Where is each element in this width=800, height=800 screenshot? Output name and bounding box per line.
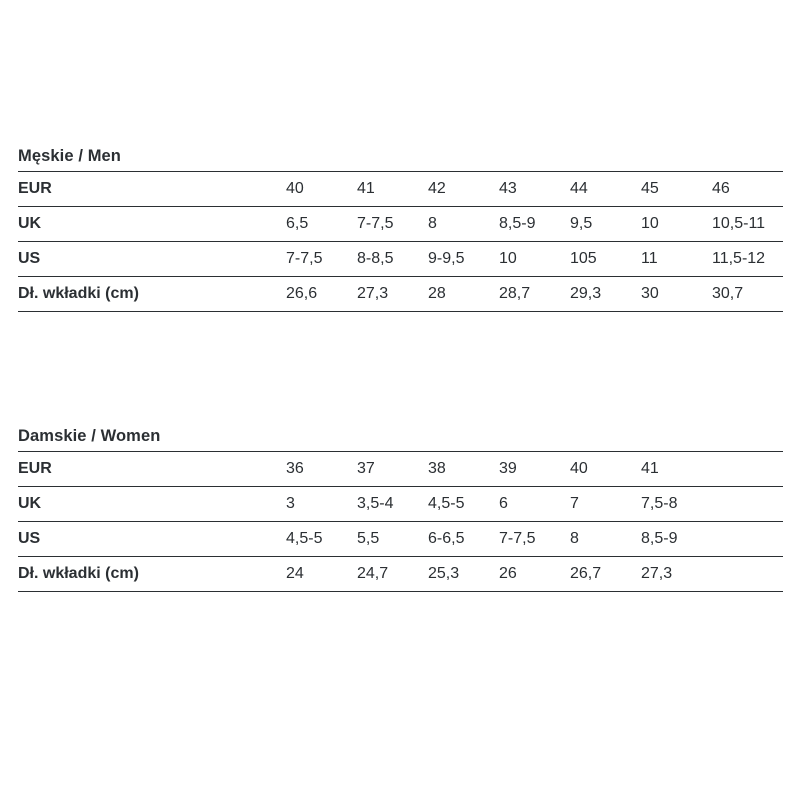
table-cell: 36 (286, 460, 304, 477)
table-cell: 105 (570, 250, 597, 267)
row-label: Dł. wkładki (cm) (18, 285, 139, 302)
row-label: UK (18, 215, 42, 232)
table-cell: 6 (499, 495, 508, 512)
table-cell: 7 (570, 495, 579, 512)
table-cell: 24,7 (357, 565, 389, 582)
table-cell: 40 (286, 180, 304, 197)
table-cell: 3 (286, 495, 295, 512)
table-row (18, 172, 783, 207)
table-cell: 9,5 (570, 215, 593, 232)
table-cell: 26 (499, 565, 517, 582)
table-cell: 27,3 (357, 285, 389, 302)
table-cell: 7-7,5 (286, 250, 323, 267)
table-cell: 41 (357, 180, 375, 197)
table-cell: 8 (570, 530, 579, 547)
row-label: US (18, 530, 41, 547)
table-cell: 29,3 (570, 285, 602, 302)
table-cell: 45 (641, 180, 659, 197)
size-table-women-title: Damskie / Women (18, 427, 161, 445)
table-cell: 27,3 (641, 565, 673, 582)
table-cell: 28 (428, 285, 446, 302)
table-cell: 4,5-5 (428, 495, 465, 512)
table-cell: 39 (499, 460, 517, 477)
table-cell: 7-7,5 (499, 530, 536, 547)
table-cell: 8 (428, 215, 437, 232)
table-cell: 7,5-8 (641, 495, 678, 512)
row-label: EUR (18, 180, 52, 197)
table-cell: 10 (499, 250, 517, 267)
table-cell: 11 (641, 250, 658, 267)
table-cell: 6,5 (286, 215, 309, 232)
row-label: EUR (18, 460, 52, 477)
table-cell: 8,5-9 (641, 530, 678, 547)
table-cell: 24 (286, 565, 304, 582)
table-cell: 37 (357, 460, 375, 477)
size-table-women (18, 426, 782, 592)
table-cell: 30 (641, 285, 659, 302)
table-row (18, 242, 783, 277)
size-table-men-title: Męskie / Men (18, 147, 121, 165)
table-cell: 30,7 (712, 285, 744, 302)
table-cell: 44 (570, 180, 588, 197)
table-row (18, 452, 783, 487)
table-row (18, 487, 783, 522)
table-row (18, 207, 783, 242)
table-cell: 42 (428, 180, 446, 197)
table-cell: 10 (641, 215, 659, 232)
table-cell: 8-8,5 (357, 250, 394, 267)
size-table-men (18, 146, 782, 312)
table-cell: 40 (570, 460, 588, 477)
table-cell: 6-6,5 (428, 530, 465, 547)
row-label: US (18, 250, 41, 267)
table-cell (712, 557, 783, 592)
row-label: UK (18, 495, 42, 512)
size-table-women-grid (18, 451, 783, 592)
size-table-men-grid (18, 171, 783, 312)
table-cell: 41 (641, 460, 659, 477)
table-row (18, 557, 783, 592)
table-cell (712, 452, 783, 487)
table-cell: 10,5-11 (712, 215, 766, 232)
table-cell: 4,5-5 (286, 530, 323, 547)
table-cell: 25,3 (428, 565, 460, 582)
table-cell: 11,5-12 (712, 250, 766, 267)
table-cell (712, 522, 783, 557)
table-cell: 46 (712, 180, 730, 197)
table-cell: 26,6 (286, 285, 318, 302)
table-cell: 28,7 (499, 285, 531, 302)
table-cell: 9-9,5 (428, 250, 465, 267)
table-cell: 8,5-9 (499, 215, 536, 232)
table-cell: 7-7,5 (357, 215, 394, 232)
table-cell: 38 (428, 460, 446, 477)
table-cell: 5,5 (357, 530, 380, 547)
table-cell: 43 (499, 180, 517, 197)
table-cell: 3,5-4 (357, 495, 394, 512)
table-row (18, 522, 783, 557)
table-cell: 26,7 (570, 565, 602, 582)
table-row (18, 277, 783, 312)
table-cell (712, 487, 783, 522)
row-label: Dł. wkładki (cm) (18, 565, 139, 582)
